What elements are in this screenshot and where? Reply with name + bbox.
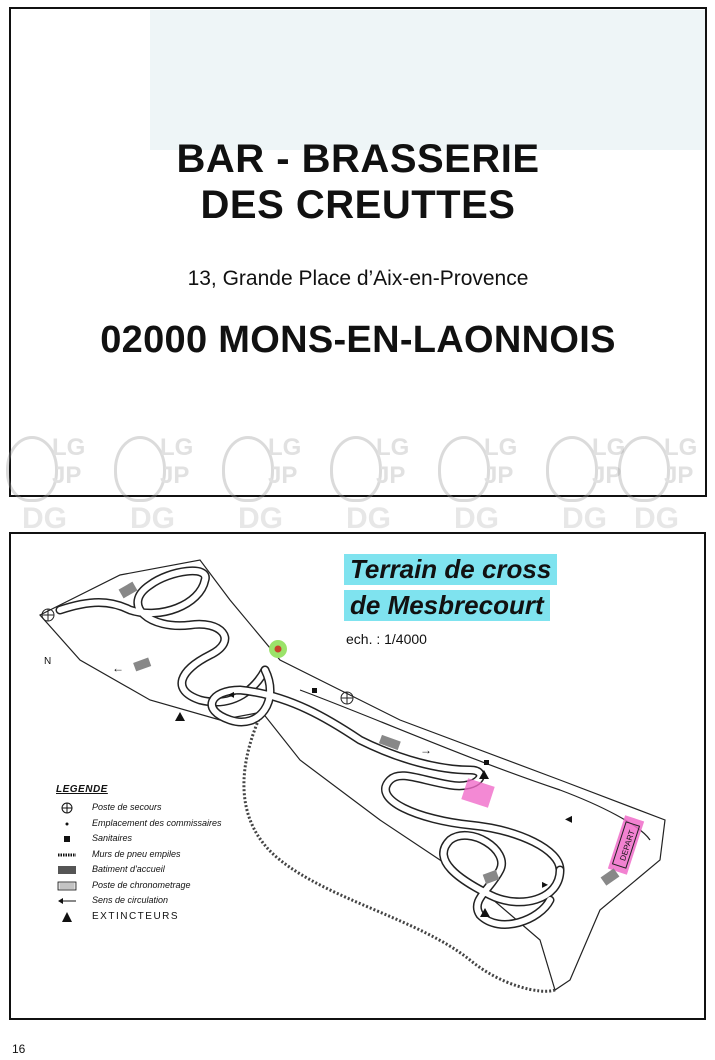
direction-arrow-icon [56, 895, 78, 907]
start-label: DEPART [618, 828, 637, 862]
watermark-logo: LG JP DG [324, 430, 424, 530]
map-title-line1: Terrain de cross [344, 554, 557, 585]
legend-title: LEGENDE [56, 784, 108, 795]
toilet-icon [312, 688, 317, 693]
start-zone [608, 815, 644, 874]
direction-arrow-icon: ▸ [542, 877, 549, 891]
first-aid-post-icon [56, 802, 78, 814]
direction-arrow-icon: → [420, 743, 432, 757]
north-label: N [44, 656, 52, 667]
watermark-logo: LG JP DG [432, 430, 532, 530]
direction-arrow-icon: ◂ [228, 687, 235, 701]
watermark-logo: LG JP DG [0, 430, 100, 530]
business-address: 13, Grande Place d’Aix-en-Provence [187, 267, 529, 290]
page-number: 16 [12, 1042, 26, 1056]
watermark-logo: LG JP DG [540, 430, 640, 530]
direction-arrow-icon: ← [112, 661, 124, 675]
legend-item: Batiment d'accueil [56, 863, 256, 879]
business-name-line2: DES CREUTTES [200, 183, 516, 227]
extinguisher-icon [175, 712, 185, 721]
map-title-line2: de Mesbrecourt [344, 590, 550, 621]
toilet-icon [484, 760, 489, 765]
business-city: 02000 MONS-EN-LAONNOIS [100, 319, 616, 361]
marshal-dot-icon [56, 818, 78, 830]
legend-item: Poste de chronometrage [56, 879, 256, 895]
map-scale: ech. : 1/4000 [346, 631, 427, 647]
first-aid-icon [42, 609, 54, 621]
legend-item: Murs de pneu empiles [56, 848, 256, 864]
tyre-wall-icon [56, 849, 78, 861]
site-boundary [40, 560, 665, 990]
toilet-square-icon [56, 833, 78, 845]
legend-item: Sanitaires [56, 832, 256, 848]
timing-post-icon [56, 880, 78, 892]
business-name-line1: BAR - BRASSERIE [176, 137, 540, 181]
direction-arrow-icon: ◂ [565, 810, 573, 826]
building-icon [133, 658, 151, 672]
first-aid-icon [341, 692, 353, 704]
map-legend [56, 784, 256, 925]
track-path [60, 571, 265, 702]
legend-item: Poste de secours [56, 801, 256, 817]
legend-item: Emplacement des commissaires [56, 817, 256, 833]
track-path [300, 690, 650, 840]
watermark-logo: LG JP DG [612, 430, 712, 530]
legend-item: EXTINCTEURS [56, 910, 256, 926]
legend-item: Sens de circulation [56, 894, 256, 910]
building-icon [56, 864, 78, 876]
extinguisher-triangle-icon [56, 911, 78, 923]
watermark-logo: LG JP DG [108, 430, 208, 530]
track-path [212, 670, 560, 870]
watermark-logo: LG JP DG [216, 430, 316, 530]
